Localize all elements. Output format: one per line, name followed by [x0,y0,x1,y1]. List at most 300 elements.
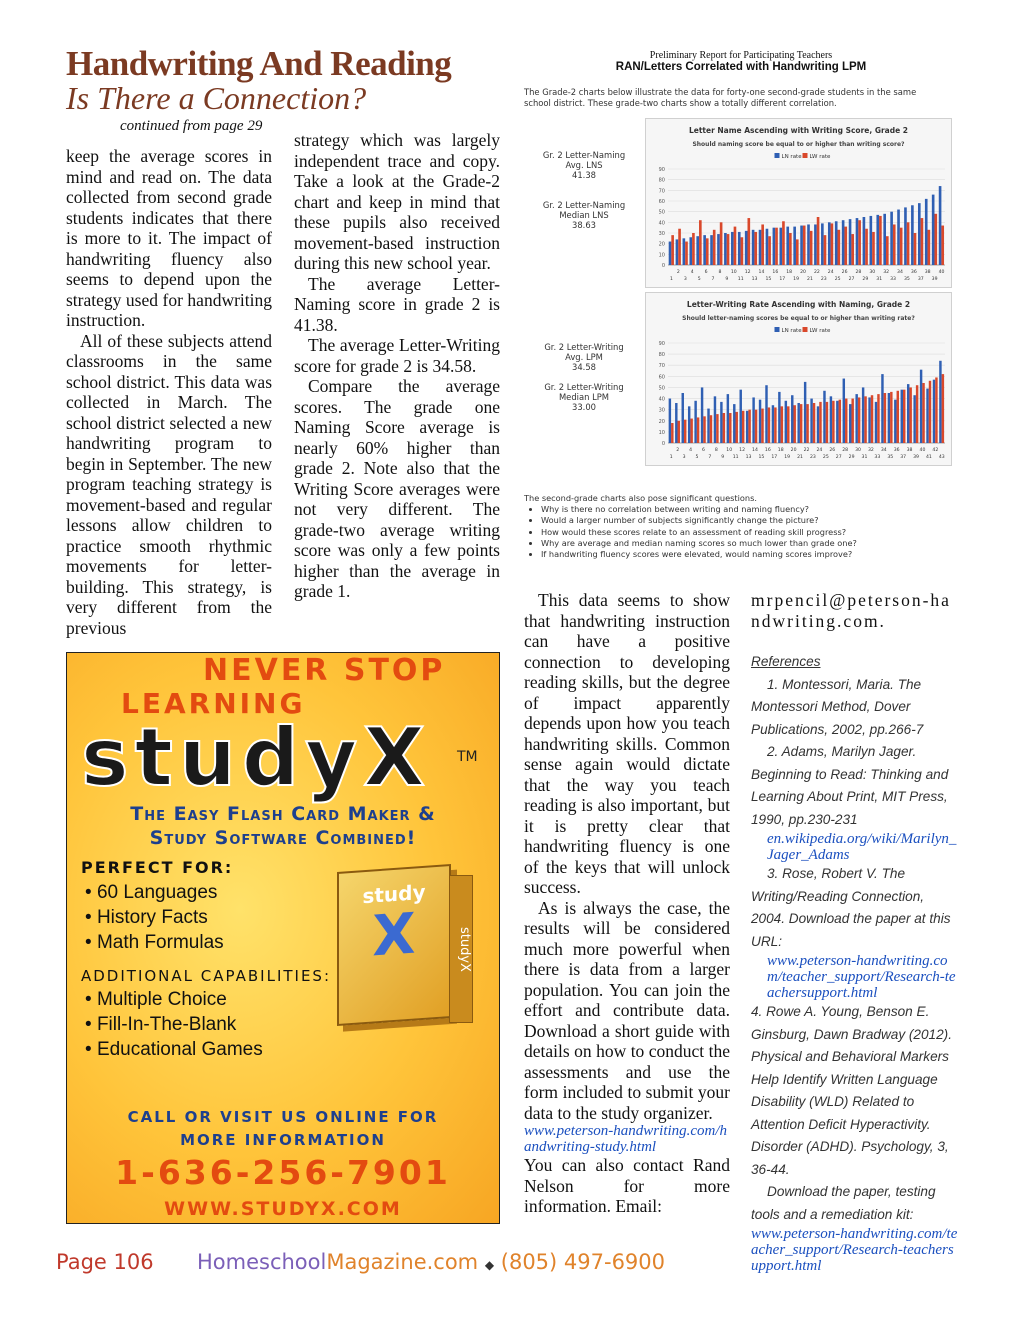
bar [683,238,686,265]
y-tick-label: 10 [658,252,665,259]
bar [935,377,937,443]
call-line-2: MORE INFORMATION [180,1131,386,1149]
legend-label: LW rate [809,154,831,160]
stat-value: 33.00 [572,402,596,412]
bar [838,230,841,265]
bar [870,216,873,265]
list-item: • History Facts [85,907,208,928]
bar [828,222,831,265]
y-tick-label: 80 [658,177,665,184]
y-tick-label: 40 [658,396,665,403]
x-tick-label: 1 [669,277,673,282]
perfect-for-list [85,880,224,955]
bar [690,419,692,443]
x-tick-label: 40 [919,448,926,453]
chart-subtitle: Should naming score be equal to or higher than writing score? [692,141,905,148]
bar [881,374,883,443]
bar [921,218,924,265]
x-tick-label: 27 [848,277,855,282]
bar [810,399,812,443]
y-tick-label: 50 [658,385,665,392]
paragraph: This data seems to show that handwriting instruction can have a positive connection to developing reading skills, but the degree of impact apparently depends upon how you teach handwriting skills. Common sense again would dictate that the way you teach reading is also important, but it is pretty clear that handwriting fluency is one of the keys that will unlock success. [524,590,730,897]
stat-label: Gr. 2 Letter-Writing [544,342,624,352]
bar [872,232,875,265]
x-tick-label: 2 [676,448,680,453]
bar [890,392,892,443]
bar [897,210,900,265]
bar [831,223,834,265]
x-tick-label: 38 [924,270,931,275]
x-tick-label: 11 [737,277,744,282]
report-preliminary: Preliminary Report for Participating Teachers [649,50,833,61]
bar [761,409,763,443]
stat-median-lpm [524,382,644,412]
bar [688,406,690,443]
x-tick-label: 4 [690,270,694,275]
reference-link[interactable]: www.peterson-handwriting.com/teacher_support/Research-teachersupport.html [767,953,956,1001]
bar [817,217,820,265]
bar [755,410,757,443]
bar [778,392,780,443]
bar [888,393,890,443]
bar [824,235,827,265]
chart-title: Letter-Writing Rate Ascending with Naming, Grade 2 [686,300,911,309]
article-column-1 [66,146,272,638]
bar [942,374,944,443]
magazine-phone: (805) 497-6900 [500,1250,666,1274]
bar [819,402,821,443]
paragraph: You can also contact Rand Nelson for more information. Email: [524,1155,730,1216]
x-tick-label: 36 [893,448,900,453]
bar [851,399,853,443]
ad-headline-1: NEVER STOP [203,653,446,688]
references-heading: References [751,654,821,669]
page-number: Page 106 [56,1250,154,1274]
bar [710,235,713,265]
bar [675,403,677,443]
article-column-4 [751,590,961,1274]
bar [713,230,716,265]
x-tick-label: 36 [910,270,917,275]
bar [907,222,910,265]
bar [747,218,750,265]
bar [738,232,741,265]
paragraph: keep the average scores in mind and read on. The data collected from second grade students indicates that there is more to it. The impact of handwriting fluency also seems to depend upon the strategy used for handwriting instruction. [66,146,272,330]
question-item: • If handwriting fluency scores were elevated, would naming scores improve? [541,549,944,560]
ad-tagline-1: The Easy Flash Card Maker & [130,803,436,825]
x-tick-label: 14 [752,448,758,453]
y-tick-label: 80 [658,352,665,359]
x-tick-label: 19 [793,277,800,282]
bar [724,233,727,265]
x-tick-label: 32 [867,448,874,453]
reference-link[interactable]: www.peterson-handwriting.com/teacher_support/Research-teachersupport.html [751,1226,958,1274]
reference-item: 2. Adams, Marilyn Jager. Beginning to Read: Thinking and Learning About Print, MIT Press, 1990, pp.230-231 [751,744,949,827]
bar [740,390,742,443]
x-tick-label: 35 [903,277,910,282]
bar [710,415,712,443]
bar [706,238,709,265]
ad-headline-2: LEARNING [121,687,306,720]
bar [901,390,903,443]
x-tick-label: 11 [732,455,739,460]
bar [782,221,785,265]
studyx-advertisement[interactable] [66,652,500,1224]
bar [759,400,761,443]
bar [842,220,845,265]
box-brand: study [362,879,426,909]
bar [911,205,914,265]
x-tick-label: 12 [739,448,746,453]
list-item: • Educational Games [85,1039,263,1060]
bar [671,423,673,443]
bar [765,385,767,443]
magazine-site[interactable] [197,1250,665,1274]
diamond-icon: ◆ [484,1258,495,1272]
bar [884,393,886,443]
x-tick-label: 8 [714,448,718,453]
x-tick-label: 7 [711,277,715,282]
bar [826,402,828,443]
x-tick-label: 17 [779,277,786,282]
x-tick-label: 16 [772,270,779,275]
x-tick-label: 25 [834,277,841,282]
question-item: • Why is there no correlation between writing and naming fluency? [541,504,944,515]
bar [916,385,918,443]
x-tick-label: 20 [790,448,797,453]
x-tick-label: 15 [765,277,772,282]
stat-label: Gr. 2 Letter-Naming [542,200,626,210]
y-tick-label: 70 [658,188,665,195]
bar [849,404,851,443]
x-tick-label: 6 [704,270,708,275]
x-tick-label: 29 [862,277,869,282]
questions-intro: The second-grade charts also pose significant questions. [524,493,757,503]
bar [669,242,672,265]
x-tick-label: 10 [726,448,733,453]
stat-median-lns [524,200,644,230]
chart-writing-ascending [645,292,952,466]
x-tick-label: 14 [758,270,765,275]
question-item: • Why are average and median naming scores so much lower than grade one? [541,538,944,549]
bar [714,396,716,443]
chart-subtitle: Should letter-naming scores be equal to or higher than writing rate? [682,315,915,322]
chart-title: Letter Name Ascending with Writing Score, Grade 2 [688,126,909,135]
x-tick-label: 37 [917,277,924,282]
x-tick-label: 34 [880,448,887,453]
report-heading: RAN/Letters Correlated with Handwriting LPM [615,61,867,73]
ad-url[interactable]: WWW.STUDYX.COM [164,1198,402,1220]
paragraph: Compare the average scores. The grade one Naming Score average is nearly 60% higher than grade 2. Note also that the Writing Score averages were not very different. The grade-two average writing score was only a few points higher than the average in grade 1. [294,376,500,601]
x-tick-label: 19 [784,455,791,460]
article-subtitle: Is There a Connection? [66,80,367,116]
bar [775,228,778,265]
y-tick-label: 90 [658,341,665,347]
bar [731,232,734,265]
reference-item: Download the paper, testing tools and a remediation kit: [751,1184,936,1222]
bar [839,400,841,443]
bar [871,395,873,443]
x-tick-label: 5 [695,455,699,460]
x-tick-label: 21 [807,277,813,282]
x-tick-label: 15 [758,455,765,460]
bar [773,228,776,265]
list-item: • Multiple Choice [85,989,227,1010]
bar [800,226,803,265]
article-title: Handwriting And Reading [66,44,452,83]
bar [904,207,907,265]
bar [736,412,738,443]
x-tick-label: 7 [708,455,712,460]
x-tick-label: 42 [932,448,939,453]
bar [932,195,935,265]
bar [682,393,684,443]
article-column-2 [294,130,500,602]
y-tick-label: 30 [658,231,665,237]
y-tick-label: 30 [658,407,665,414]
bar [903,390,905,443]
trademark: TM [457,749,478,765]
y-tick-label: 50 [658,209,665,216]
studyx-logo: studyX [81,711,431,804]
bar [897,391,899,443]
bar [920,370,922,443]
list-item: • Fill-In-The-Blank [85,1014,237,1035]
bar [787,406,789,443]
bar [909,387,911,443]
bar [810,231,813,265]
stat-avg-lns [524,150,644,180]
list-item: • 60 Languages [85,882,218,903]
site-name-part-1: Homeschool [197,1250,327,1274]
bar [720,402,722,443]
continued-note: continued from page 29 [120,118,263,134]
bar [886,236,889,265]
y-tick-label: 90 [658,167,665,173]
x-tick-label: 23 [810,455,816,460]
bar [856,218,859,265]
bar [734,227,737,265]
legend-label: LN rate [781,154,802,160]
x-tick-label: 40 [938,270,945,275]
x-tick-label: 31 [861,455,868,460]
bar [707,409,709,443]
stat-sub: Median LNS [559,210,609,220]
bar [796,239,799,265]
stat-label: Gr. 2 Letter-Naming [542,150,626,160]
call-line-1: CALL OR VISIT US ONLINE FOR [127,1108,439,1126]
stat-sub: Avg. LPM [565,352,603,362]
bar [865,229,868,265]
bar [768,407,770,443]
bar [754,232,757,265]
x-tick-label: 26 [829,448,836,453]
y-tick-label: 0 [661,441,665,447]
bar [813,403,815,443]
reference-item: 3. Rose, Robert V. The Writing/Reading Connection, 2004. Download the paper at this URL: [751,866,951,949]
bar [864,396,866,443]
box-x: X [372,901,416,970]
bar [699,220,702,265]
article-column-3 [524,590,730,1217]
reference-link[interactable]: en.wikipedia.org/wiki/Marilyn_Jager_Adams [767,831,957,863]
x-tick-label: 38 [906,448,913,453]
x-tick-label: 31 [876,277,883,282]
x-tick-label: 2 [676,270,680,275]
x-tick-label: 18 [777,448,784,453]
bar [926,389,928,443]
x-tick-label: 10 [730,270,737,275]
x-tick-label: 16 [764,448,771,453]
bar [877,394,879,443]
question-item: • Would a larger number of subjects significantly change the picture? [541,515,944,526]
x-tick-label: 25 [822,455,829,460]
x-tick-label: 5 [697,277,701,282]
bar [733,404,735,443]
bar [717,234,720,265]
site-name-part-2: Magazine.com [326,1250,479,1274]
stat-avg-lpm [524,342,644,372]
perfect-for-heading: PERFECT FOR: [81,858,234,877]
bar [742,411,744,443]
x-tick-label: 30 [855,448,861,453]
paragraph: The average Letter-Writing score for grade 2 is 34.58. [294,335,500,376]
bar [803,226,806,265]
x-tick-label: 33 [874,455,881,460]
bar [894,400,896,443]
bar [793,405,795,443]
x-tick-label: 39 [913,455,919,460]
additional-heading: ADDITIONAL CAPABILITIES: [81,967,332,985]
bar [913,395,915,443]
bar [832,401,834,443]
legend-swatch [803,327,808,332]
bar [746,411,748,443]
bar [785,401,787,443]
bar [883,214,886,265]
x-tick-label: 13 [745,455,752,460]
box-side: studyX [449,875,473,1023]
bar [678,421,680,443]
bar [759,230,762,265]
bar [741,237,744,265]
x-tick-label: 27 [835,455,842,460]
x-tick-label: 3 [682,455,686,460]
x-tick-label: 3 [683,277,687,282]
x-tick-label: 9 [721,455,725,460]
x-tick-label: 17 [771,455,778,460]
y-tick-label: 10 [658,429,665,436]
paragraph: The average Letter-Naming score in grade 2 is 41.38. [294,273,500,335]
contact-email[interactable]: mrpencil@peterson-handwriting.com. [751,590,951,631]
x-tick-label: 33 [890,277,896,282]
bar [843,379,845,443]
bar [925,199,928,265]
bar [745,231,748,265]
bar [727,234,730,265]
bar [929,381,931,443]
x-tick-label: 24 [827,270,834,275]
legend-swatch [775,153,780,158]
bar [862,387,864,443]
y-tick-label: 60 [658,374,665,381]
bar [793,227,796,265]
stat-value: 34.58 [572,362,596,372]
paragraph: strategy which was largely independent trace and copy. Take a look at the Grade-2 chart and keep in mind that these pupils also received movement-based instruction during this new school year. [294,130,500,273]
bar [804,382,806,443]
y-tick-label: 40 [658,220,665,227]
reference-item: 4. Rowe A. Young, Benson E. Ginsburg, Dawn Bradway (2012). Physical and Behavioral Markers Help Identify Written Language Disability (WLD) Related to Attention Deficit Hyperactivity. Disorder (ADHD). Psychology, 3, 36-44. [751,1004,952,1177]
bar [696,236,699,265]
bar [781,406,783,443]
bar [844,227,847,265]
chart-svg [646,119,951,287]
bar [678,229,681,265]
stat-value: 38.63 [572,220,596,230]
x-tick-label: 43 [938,455,945,460]
bar [685,242,688,265]
legend-swatch [775,327,780,332]
bar [835,221,838,265]
bar [766,229,769,265]
bar [858,397,860,443]
bar [768,236,771,265]
stat-label: Gr. 2 Letter-Writing [544,382,624,392]
bar [918,203,921,265]
bar [941,226,944,265]
bar [855,394,857,443]
bar [727,394,729,443]
study-link[interactable]: www.peterson-handwriting.com/handwriting-study.html [524,1123,728,1155]
x-tick-label: 4 [689,448,693,453]
bar [703,235,706,265]
bar [849,219,852,265]
bar [752,230,755,265]
bar [789,233,792,265]
x-tick-label: 30 [869,270,876,275]
bar [934,214,937,265]
x-tick-label: 1 [669,455,673,460]
bar [879,216,882,265]
bar [689,237,692,265]
bar [817,406,819,443]
bar [703,416,705,443]
bar [814,224,817,265]
bar [772,405,774,443]
bar [676,239,679,265]
bar [900,228,903,265]
bar [774,407,776,443]
x-tick-label: 21 [797,455,803,460]
x-tick-label: 22 [803,448,810,453]
ad-tagline-2: Study Software Combined! [149,827,417,849]
x-tick-label: 24 [816,448,823,453]
ad-phone[interactable]: 1-636-256-7901 [115,1153,451,1192]
x-tick-label: 32 [883,270,890,275]
bar [797,403,799,443]
y-tick-label: 20 [658,418,665,425]
bar [800,404,802,443]
bar [720,222,723,265]
product-box-image [337,864,451,1026]
bar [694,401,696,443]
x-tick-label: 18 [786,270,793,275]
y-tick-label: 60 [658,199,665,205]
bar [868,397,870,443]
x-tick-label: 28 [855,270,862,275]
bar [752,397,754,443]
bar [858,220,861,265]
